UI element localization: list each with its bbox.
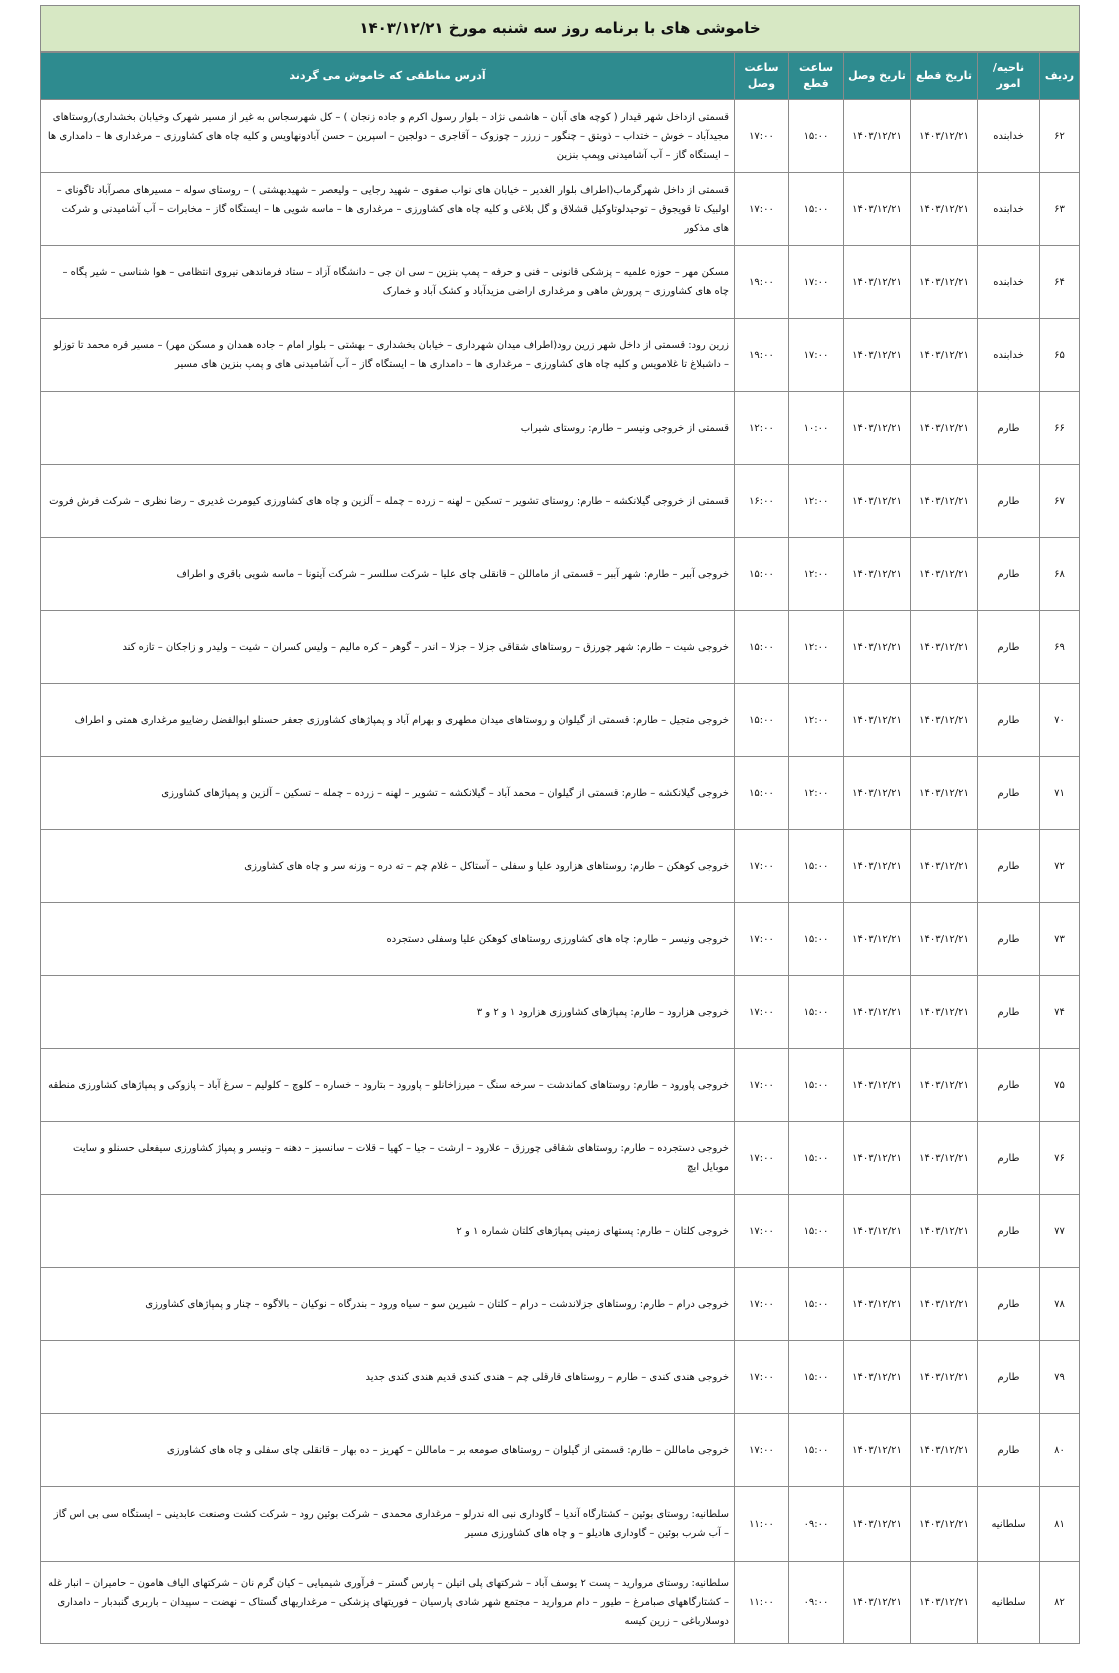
header-address: آدرس مناطقی که خاموش می گردند: [41, 53, 735, 100]
cell-address: خروجی گیلانکشه – طارم: قسمتی از گیلوان – محمد آباد – گیلانکشه – تشویر – لهنه – زرده – چمله – تسکین – آلزین و پمپاژهای کشاورزی: [41, 757, 735, 830]
cell-connect-date: ۱۴۰۳/۱۲/۲۱: [844, 1341, 911, 1414]
cell-cut-date: ۱۴۰۳/۱۲/۲۱: [911, 830, 978, 903]
cell-area: طارم: [978, 1195, 1040, 1268]
outage-table: [40, 52, 1080, 1644]
cell-area: خدابنده: [978, 100, 1040, 173]
cell-connect-date: ۱۴۰۳/۱۲/۲۱: [844, 538, 911, 611]
cell-radif: ۷۸: [1040, 1268, 1080, 1341]
cell-cut-time: ۱۷:۰۰: [789, 246, 844, 319]
cell-address: خروجی ونیسر – طارم: چاه های کشاورزی روستاهای کوهکن علیا وسفلی دستجرده: [41, 903, 735, 976]
table-row: [41, 173, 1080, 246]
cell-cut-date: ۱۴۰۳/۱۲/۲۱: [911, 1341, 978, 1414]
cell-connect-time: ۱۵:۰۰: [735, 684, 789, 757]
cell-cut-time: ۱۲:۰۰: [789, 757, 844, 830]
cell-connect-time: ۱۵:۰۰: [735, 611, 789, 684]
cell-connect-date: ۱۴۰۳/۱۲/۲۱: [844, 246, 911, 319]
cell-connect-time: ۱۷:۰۰: [735, 976, 789, 1049]
table-header-row: [41, 53, 1080, 100]
cell-address: قسمتی از خروجی گیلانکشه – طارم: روستای تشویر – تسکین – لهنه – زرده – چمله – آلزین و چاه های کشاورزی کیومرث غدیری – رضا نظری – شرکت فرش فروت: [41, 465, 735, 538]
cell-address: خروجی هزارود – طارم: پمپاژهای کشاورزی هزارود ۱ و ۲ و ۳: [41, 976, 735, 1049]
table-row: [41, 976, 1080, 1049]
cell-connect-date: ۱۴۰۳/۱۲/۲۱: [844, 1487, 911, 1562]
cell-radif: ۶۷: [1040, 465, 1080, 538]
cell-connect-date: ۱۴۰۳/۱۲/۲۱: [844, 1562, 911, 1644]
cell-area: خدابنده: [978, 173, 1040, 246]
cell-address: خروجی کلتان – طارم: پستهای زمینی پمپاژهای کلتان شماره ۱ و ۲: [41, 1195, 735, 1268]
header-connect-date: تاریخ وصل: [844, 53, 911, 100]
table-row: [41, 1414, 1080, 1487]
table-row: [41, 903, 1080, 976]
table-row: [41, 611, 1080, 684]
cell-area: طارم: [978, 1122, 1040, 1195]
cell-cut-date: ۱۴۰۳/۱۲/۲۱: [911, 1562, 978, 1644]
cell-cut-date: ۱۴۰۳/۱۲/۲۱: [911, 392, 978, 465]
cell-cut-date: ۱۴۰۳/۱۲/۲۱: [911, 757, 978, 830]
header-radif: ردیف: [1040, 53, 1080, 100]
cell-connect-time: ۱۷:۰۰: [735, 830, 789, 903]
table-row: [41, 392, 1080, 465]
cell-address: خروجی هندی کندی – طارم – روستاهای قارقلی چم – هندی کندی قدیم هندی کندی جدید: [41, 1341, 735, 1414]
cell-cut-date: ۱۴۰۳/۱۲/۲۱: [911, 903, 978, 976]
cell-connect-time: ۱۷:۰۰: [735, 1414, 789, 1487]
cell-address: خروجی آببر – طارم: شهر آببر – قسمتی از ماماللن – قانقلی چای علیا – شرکت سللسر – شرکت آیتونا – ماسه شویی باقری و اطراف: [41, 538, 735, 611]
cell-address: خروجی متجیل – طارم: قسمتی از گیلوان و روستاهای میدان مطهری و بهرام آباد و پمپاژهای کشاورزی جعفر حسنلو ابوالفضل رضاییو مرغداری همتی و اطراف: [41, 684, 735, 757]
table-row: [41, 465, 1080, 538]
cell-area: سلطانیه: [978, 1487, 1040, 1562]
header-connect-time: ساعت وصل: [735, 53, 789, 100]
cell-cut-date: ۱۴۰۳/۱۲/۲۱: [911, 1122, 978, 1195]
cell-area: خدابنده: [978, 319, 1040, 392]
cell-cut-date: ۱۴۰۳/۱۲/۲۱: [911, 1195, 978, 1268]
cell-connect-date: ۱۴۰۳/۱۲/۲۱: [844, 465, 911, 538]
cell-cut-time: ۱۲:۰۰: [789, 538, 844, 611]
cell-cut-date: ۱۴۰۳/۱۲/۲۱: [911, 173, 978, 246]
cell-area: طارم: [978, 611, 1040, 684]
cell-connect-date: ۱۴۰۳/۱۲/۲۱: [844, 392, 911, 465]
cell-connect-time: ۱۷:۰۰: [735, 100, 789, 173]
cell-cut-time: ۰۹:۰۰: [789, 1487, 844, 1562]
cell-radif: ۷۲: [1040, 830, 1080, 903]
cell-area: سلطانیه: [978, 1562, 1040, 1644]
cell-connect-time: ۱۵:۰۰: [735, 538, 789, 611]
cell-cut-time: ۱۵:۰۰: [789, 100, 844, 173]
cell-address: قسمتی ازداخل شهر قیدار ( کوچه های آبان – هاشمی نژاد – بلوار رسول اکرم و جاده زنجان ) – کل شهرسجاس به غیر از مسیر شهرک وخیابان بخشداری)روستاهای مجیدآباد – خوش – ختداب – ذوبتق – چنگور – زرزر – چوزوک – آقاجری – دولجین – اسپرین – حسن آبادونهاویس و کلیه چاه های کشاورزی – مرغداری ها – دامداری ها – ایستگاه گاز – آب آشامیدنی وپمپ بنزین: [41, 100, 735, 173]
cell-radif: ۷۵: [1040, 1049, 1080, 1122]
cell-connect-date: ۱۴۰۳/۱۲/۲۱: [844, 611, 911, 684]
header-area: ناحیه/امور: [978, 53, 1040, 100]
cell-cut-time: ۱۵:۰۰: [789, 1195, 844, 1268]
cell-connect-time: ۱۷:۰۰: [735, 1049, 789, 1122]
table-row: [41, 1195, 1080, 1268]
cell-cut-date: ۱۴۰۳/۱۲/۲۱: [911, 246, 978, 319]
cell-cut-time: ۱۵:۰۰: [789, 173, 844, 246]
cell-connect-date: ۱۴۰۳/۱۲/۲۱: [844, 1268, 911, 1341]
cell-cut-time: ۱۵:۰۰: [789, 1049, 844, 1122]
cell-area: طارم: [978, 903, 1040, 976]
cell-area: طارم: [978, 465, 1040, 538]
cell-area: طارم: [978, 538, 1040, 611]
cell-radif: ۶۹: [1040, 611, 1080, 684]
table-row: [41, 1268, 1080, 1341]
cell-radif: ۷۷: [1040, 1195, 1080, 1268]
cell-address: قسمتی از داخل شهرگرماب(اطراف بلوار الغدیر – خیابان های نواب صفوی – شهید رجایی – ولیعصر – شهیدبهشتی ) – روستای سوله – مسیرهای مصرآباد تاگونای – اولبیک تا قویجوق – توحیدلوتاوکیل قشلاق و گل بلاغی و کلیه چاه های کشاورزی – مرغداری ها – ماسه شویی ها – ایستگاه گاز – مخابرات – آب آشامیدنی و شرکت های مذکور: [41, 173, 735, 246]
table-row: [41, 100, 1080, 173]
cell-cut-time: ۱۲:۰۰: [789, 465, 844, 538]
cell-area: طارم: [978, 830, 1040, 903]
table-row: [41, 757, 1080, 830]
cell-cut-date: ۱۴۰۳/۱۲/۲۱: [911, 1487, 978, 1562]
table-row: [41, 684, 1080, 757]
cell-connect-date: ۱۴۰۳/۱۲/۲۱: [844, 1195, 911, 1268]
cell-area: خدابنده: [978, 246, 1040, 319]
table-row: [41, 1487, 1080, 1562]
cell-radif: ۶۳: [1040, 173, 1080, 246]
table-row: [41, 319, 1080, 392]
cell-radif: ۷۳: [1040, 903, 1080, 976]
cell-cut-date: ۱۴۰۳/۱۲/۲۱: [911, 976, 978, 1049]
cell-address: خروجی دستجرده – طارم: روستاهای شقاقی چورزق – علارود – ارشت – جیا – کهیا – قلات – سانسیز – دهنه – ونیسر و پمپاژ کشاورزی سیفعلی حسنلو و سایت موبایل ایچ: [41, 1122, 735, 1195]
cell-radif: ۷۰: [1040, 684, 1080, 757]
cell-radif: ۸۲: [1040, 1562, 1080, 1644]
cell-connect-time: ۱۷:۰۰: [735, 173, 789, 246]
cell-connect-time: ۱۱:۰۰: [735, 1562, 789, 1644]
cell-cut-time: ۱۵:۰۰: [789, 1122, 844, 1195]
cell-address: زرین رود: قسمتی از داخل شهر زرین رود(اطراف میدان شهرداری – خیابان بخشداری – بهشتی – بلوار امام – جاده همدان و مسکن مهر) – مسیر قره محمد تا توزلو – داشبلاغ تا غلامویس و کلیه چاه های کشاورزی – مرغداری ها – دامداری ها – ایستگاه گاز – آب آشامیدنی های و پمپ بنزین های مسیر: [41, 319, 735, 392]
cell-area: طارم: [978, 684, 1040, 757]
cell-cut-date: ۱۴۰۳/۱۲/۲۱: [911, 100, 978, 173]
table-row: [41, 1341, 1080, 1414]
cell-address: خروجی ماماللن – طارم: قسمتی از گیلوان – روستاهای صومعه بر – ماماللن – کهریز – ده بهار – قانقلی چای سفلی و چاه های کشاورزی: [41, 1414, 735, 1487]
cell-cut-date: ۱۴۰۳/۱۲/۲۱: [911, 465, 978, 538]
cell-cut-time: ۱۵:۰۰: [789, 830, 844, 903]
cell-connect-time: ۱۲:۰۰: [735, 392, 789, 465]
cell-radif: ۶۲: [1040, 100, 1080, 173]
cell-connect-date: ۱۴۰۳/۱۲/۲۱: [844, 100, 911, 173]
cell-radif: ۶۸: [1040, 538, 1080, 611]
cell-radif: ۶۵: [1040, 319, 1080, 392]
cell-radif: ۷۱: [1040, 757, 1080, 830]
cell-connect-time: ۱۷:۰۰: [735, 1195, 789, 1268]
header-cut-time: ساعت قطع: [789, 53, 844, 100]
table-row: [41, 1049, 1080, 1122]
table-row: [41, 1562, 1080, 1644]
cell-connect-date: ۱۴۰۳/۱۲/۲۱: [844, 1122, 911, 1195]
cell-radif: ۷۹: [1040, 1341, 1080, 1414]
cell-connect-date: ۱۴۰۳/۱۲/۲۱: [844, 830, 911, 903]
cell-connect-time: ۱۷:۰۰: [735, 1341, 789, 1414]
cell-radif: ۷۴: [1040, 976, 1080, 1049]
cell-connect-time: ۱۹:۰۰: [735, 246, 789, 319]
cell-area: طارم: [978, 392, 1040, 465]
cell-radif: ۸۰: [1040, 1414, 1080, 1487]
cell-cut-date: ۱۴۰۳/۱۲/۲۱: [911, 684, 978, 757]
cell-cut-date: ۱۴۰۳/۱۲/۲۱: [911, 1414, 978, 1487]
table-row: [41, 830, 1080, 903]
cell-cut-time: ۱۵:۰۰: [789, 976, 844, 1049]
table-row: [41, 1122, 1080, 1195]
cell-address: سلطانیه: روستای بوئین – کشتارگاه آندیا – گاوداری نبی اله ندرلو – مرغداری محمدی – شرکت بوئین رود – شرکت کشت وصنعت عابدینی – ایستگاه سی بی اس گاز – آب شرب بوئین – گاوداری هادیلو – و چاه های کشاورزی مسیر: [41, 1487, 735, 1562]
cell-radif: ۷۶: [1040, 1122, 1080, 1195]
cell-connect-time: ۱۵:۰۰: [735, 757, 789, 830]
cell-address: خروجی پاورود – طارم: روستاهای کماندشت – سرخه سنگ – میرزاخانلو – پاورود – بتارود – خساره – کلوچ – کلولیم – سرغ آباد – پازوکی و پمپاژهای کشاورزی منطقه: [41, 1049, 735, 1122]
cell-area: طارم: [978, 1414, 1040, 1487]
cell-connect-date: ۱۴۰۳/۱۲/۲۱: [844, 1414, 911, 1487]
header-cut-date: تاریخ قطع: [911, 53, 978, 100]
cell-connect-date: ۱۴۰۳/۱۲/۲۱: [844, 976, 911, 1049]
cell-radif: ۶۶: [1040, 392, 1080, 465]
cell-connect-time: ۱۷:۰۰: [735, 903, 789, 976]
cell-connect-date: ۱۴۰۳/۱۲/۲۱: [844, 903, 911, 976]
cell-cut-time: ۱۵:۰۰: [789, 1268, 844, 1341]
cell-cut-date: ۱۴۰۳/۱۲/۲۱: [911, 611, 978, 684]
table-row: [41, 538, 1080, 611]
cell-cut-time: ۱۲:۰۰: [789, 611, 844, 684]
cell-connect-date: ۱۴۰۳/۱۲/۲۱: [844, 757, 911, 830]
cell-address: مسکن مهر – حوزه علمیه – پزشکی قانونی – فنی و حرفه – پمپ بنزین – سی ان جی – دانشگاه آزاد – ستاد فرماندهی نیروی انتظامی – هوا شناسی – شیر پگاه – چاه های کشاورزی – پرورش ماهی و مرغداری اراضی مزیدآباد و کشک آباد و خمارک: [41, 246, 735, 319]
page-title: خاموشی های با برنامه روز سه شنبه مورخ ۱۴۰۳/۱۲/۲۱: [40, 5, 1080, 52]
cell-connect-time: ۱۶:۰۰: [735, 465, 789, 538]
cell-address: سلطانیه: روستای مرواريد – پست ۲ یوسف آباد – شرکتهای پلی اتیلن – پارس گستر – فرآوری شیمیایی – کیان گرم نان – شرکتهای الیاف هامون – حامیران – انبار غله – کشتارگاههای صبامرغ – طیور – دام مروارید – مجتمع شهر شادی پارسیان – فوریتهای پزشکی – مرغداریهای گستاک – نهضت – سپیدان – باربری گنبدبار – دامداری دوسلارباغی – زرین کیسه: [41, 1562, 735, 1644]
cell-address: خروجی کوهکن – طارم: روستاهای هزارود علیا و سفلی – آستاکل – غلام چم – ته دره – وزنه سر و چاه های کشاورزی: [41, 830, 735, 903]
cell-cut-date: ۱۴۰۳/۱۲/۲۱: [911, 1268, 978, 1341]
cell-connect-time: ۱۹:۰۰: [735, 319, 789, 392]
cell-cut-time: ۱۲:۰۰: [789, 684, 844, 757]
cell-area: طارم: [978, 976, 1040, 1049]
cell-area: طارم: [978, 1049, 1040, 1122]
cell-cut-time: ۱۵:۰۰: [789, 903, 844, 976]
cell-connect-date: ۱۴۰۳/۱۲/۲۱: [844, 1049, 911, 1122]
cell-cut-date: ۱۴۰۳/۱۲/۲۱: [911, 538, 978, 611]
cell-cut-time: ۰۹:۰۰: [789, 1562, 844, 1644]
cell-address: قسمتی از خروجی ونیسر – طارم: روستای شیراب: [41, 392, 735, 465]
outage-sheet: [40, 5, 1080, 1644]
cell-cut-time: ۱۵:۰۰: [789, 1341, 844, 1414]
cell-connect-date: ۱۴۰۳/۱۲/۲۱: [844, 684, 911, 757]
cell-connect-time: ۱۱:۰۰: [735, 1487, 789, 1562]
cell-connect-date: ۱۴۰۳/۱۲/۲۱: [844, 173, 911, 246]
cell-radif: ۶۴: [1040, 246, 1080, 319]
cell-area: طارم: [978, 757, 1040, 830]
cell-cut-time: ۱۰:۰۰: [789, 392, 844, 465]
cell-radif: ۸۱: [1040, 1487, 1080, 1562]
cell-cut-time: ۱۷:۰۰: [789, 319, 844, 392]
cell-cut-date: ۱۴۰۳/۱۲/۲۱: [911, 1049, 978, 1122]
cell-area: طارم: [978, 1341, 1040, 1414]
cell-area: طارم: [978, 1268, 1040, 1341]
cell-address: خروجی درام – طارم: روستاهای جزلاندشت – درام – کلتان – شیرین سو – سیاه ورود – بندرگاه – نوکیان – بالاگوه – چنار و پمپاژهای کشاورزی: [41, 1268, 735, 1341]
cell-connect-time: ۱۷:۰۰: [735, 1268, 789, 1341]
cell-connect-time: ۱۷:۰۰: [735, 1122, 789, 1195]
cell-cut-time: ۱۵:۰۰: [789, 1414, 844, 1487]
cell-connect-date: ۱۴۰۳/۱۲/۲۱: [844, 319, 911, 392]
cell-address: خروجی شیت – طارم: شهر چورزق – روستاهای شقاقی جزلا – جزلا – اندر – گوهر – کره مالیم – ولیس کسران – شیت – ولیدر و زاجکان – تازه کند: [41, 611, 735, 684]
table-row: [41, 246, 1080, 319]
cell-cut-date: ۱۴۰۳/۱۲/۲۱: [911, 319, 978, 392]
